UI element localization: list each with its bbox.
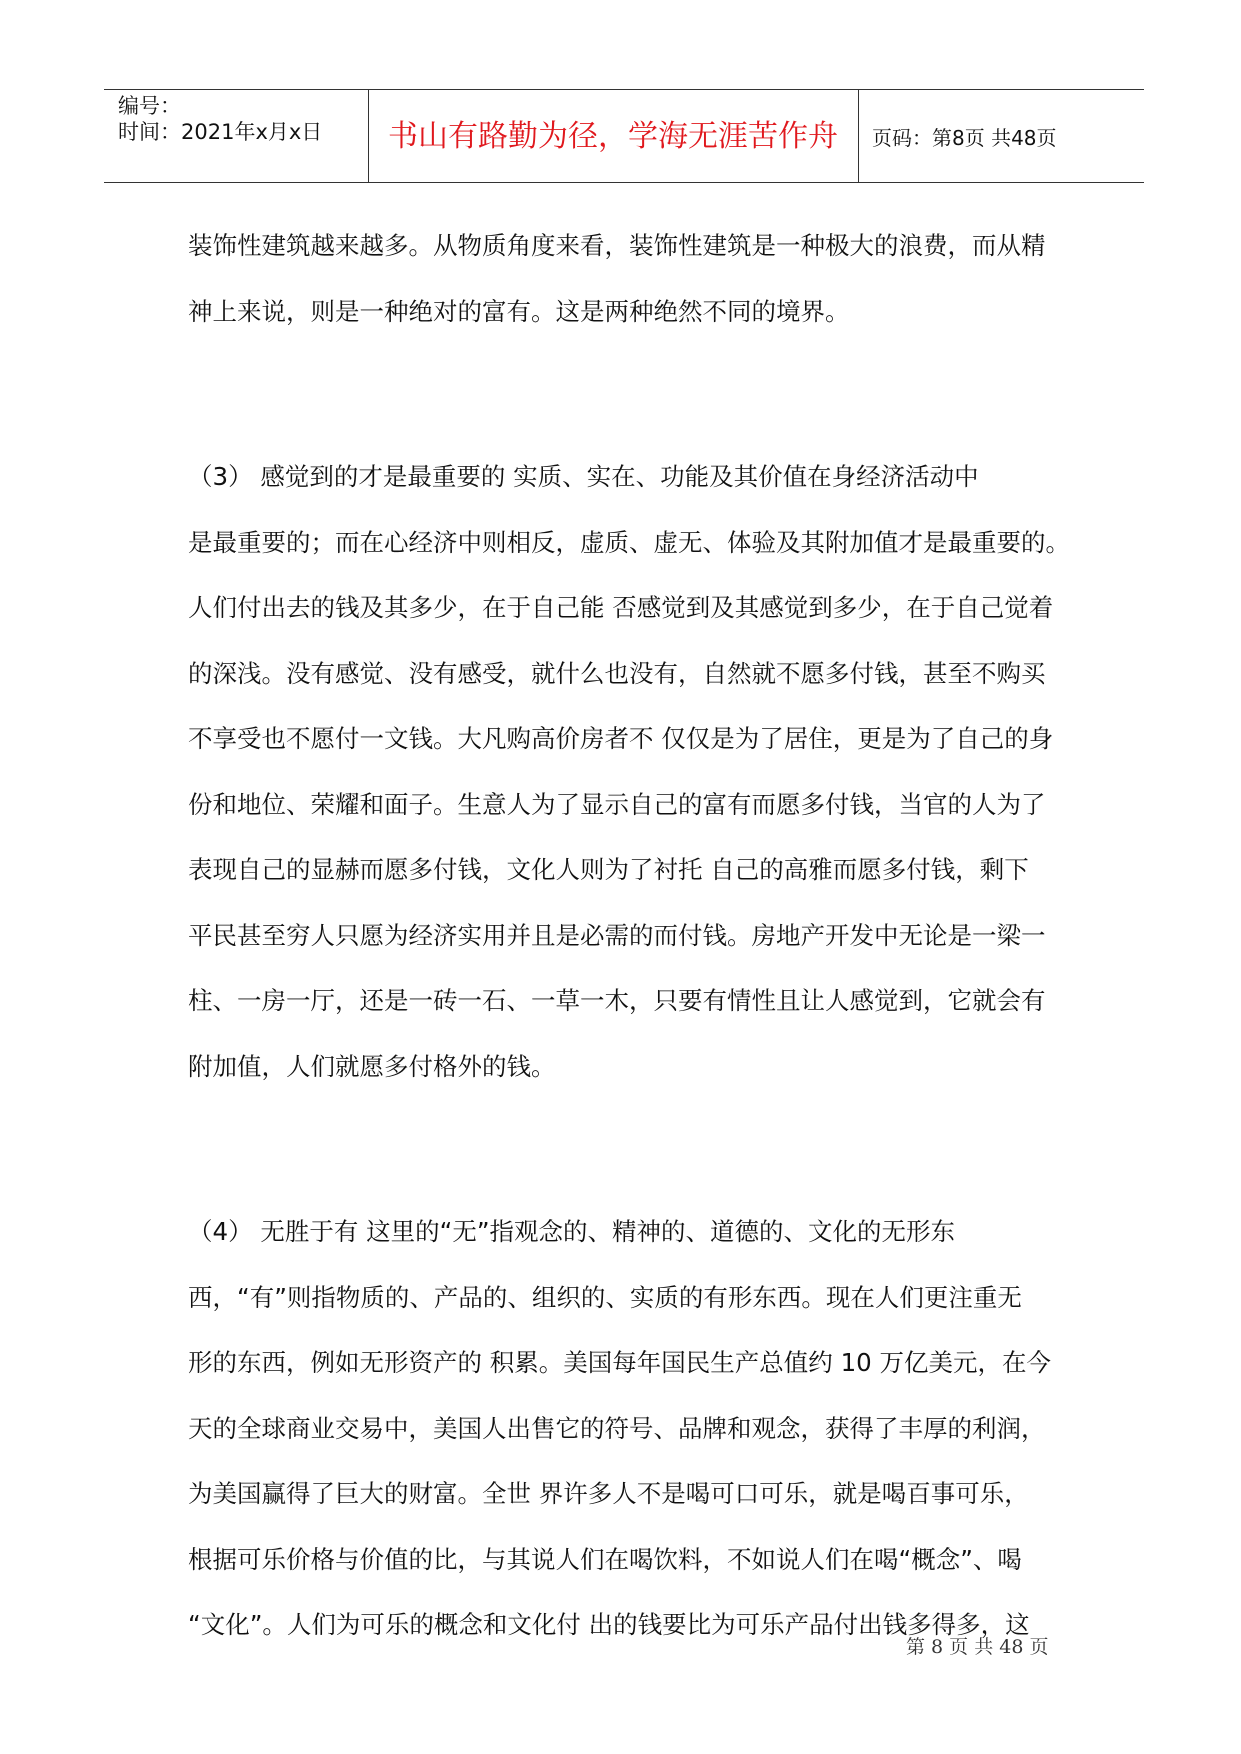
body-line: 为美国赢得了巨大的财富。全世 界许多人不是喝可口可乐，就是喝百事可乐， (188, 1479, 1029, 1508)
body-line: 根据可乐价格与价值的比，与其说人们在喝饮料，不如说人们在喝“概念”、喝 (188, 1544, 1022, 1574)
body-line: （4） 无胜于有 这里的“无”指观念的、精神的、道德的、文化的无形东 (188, 1217, 956, 1246)
page-footer: 第 8 页 共 48 页 (906, 1636, 1049, 1658)
body-line: “文化”。人们为可乐的概念和文化付 出的钱要比为可乐产品付出钱多得多，这 (188, 1610, 1030, 1639)
body-line: 人们付出去的钱及其多少，在于自己能 否感觉到及其感觉到多少，在于自己觉着 (188, 593, 1054, 622)
body-line: （3） 感觉到的才是最重要的 实质、实在、功能及其价值在身经济活动中 (188, 462, 979, 491)
paragraph-gap (188, 1099, 1068, 1199)
header-page-info: 页码：第8页 共48页 (872, 126, 1057, 150)
header-motto: 书山有路勤为径，学海无涯苦作舟 (388, 119, 838, 154)
body-line: 的深浅。没有感觉、没有感受，就什么也没有，自然就不愿多付钱，甚至不购买 (188, 658, 1046, 688)
header-divider-right (858, 89, 859, 183)
body-line: 不享受也不愿付一文钱。大凡购高价房者不 仅仅是为了居住，更是为了自己的身 (188, 724, 1054, 753)
body-line: 形的东西，例如无形资产的 积累。美国每年国民生产总值约 10 万亿美元，在今 (188, 1348, 1052, 1377)
body-line: 西，“有”则指物质的、产品的、组织的、实质的有形东西。现在人们更注重无 (188, 1282, 1022, 1312)
header-number-label: 编号： (118, 94, 181, 118)
body-line: 柱、一房一厅，还是一砖一石、一草一木，只要有情性且让人感觉到，它就会有 (188, 986, 1046, 1015)
body-line: 神上来说，则是一种绝对的富有。这是两种绝然不同的境界。 (188, 296, 850, 326)
header-time-label: 时间：2021年x月x日 (118, 120, 323, 144)
header-bottom-rule (104, 182, 1144, 183)
body-line: 是最重要的；而在心经济中则相反，虚质、虚无、体验及其附加值才是最重要的。 (188, 527, 1070, 557)
body-text (188, 213, 1068, 1658)
paragraph-gap (188, 344, 1068, 444)
body-line: 份和地位、荣耀和面子。生意人为了显示自己的富有而愿多付钱，当官的人为了 (188, 789, 1046, 819)
body-line: 装饰性建筑越来越多。从物质角度来看，装饰性建筑是一种极大的浪费，而从精 (188, 231, 1046, 260)
header-top-rule (104, 89, 1144, 90)
body-line: 表现自己的显赫而愿多付钱，文化人则为了衬托 自己的高雅而愿多付钱，剩下 (188, 855, 1029, 884)
body-line: 天的全球商业交易中，美国人出售它的符号、品牌和观念，获得了丰厚的利润， (188, 1413, 1046, 1443)
body-line: 平民甚至穷人只愿为经济实用并且是必需的而付钱。房地产开发中无论是一梁一 (188, 920, 1046, 950)
body-line: 附加值，人们就愿多付格外的钱。 (188, 1051, 556, 1081)
